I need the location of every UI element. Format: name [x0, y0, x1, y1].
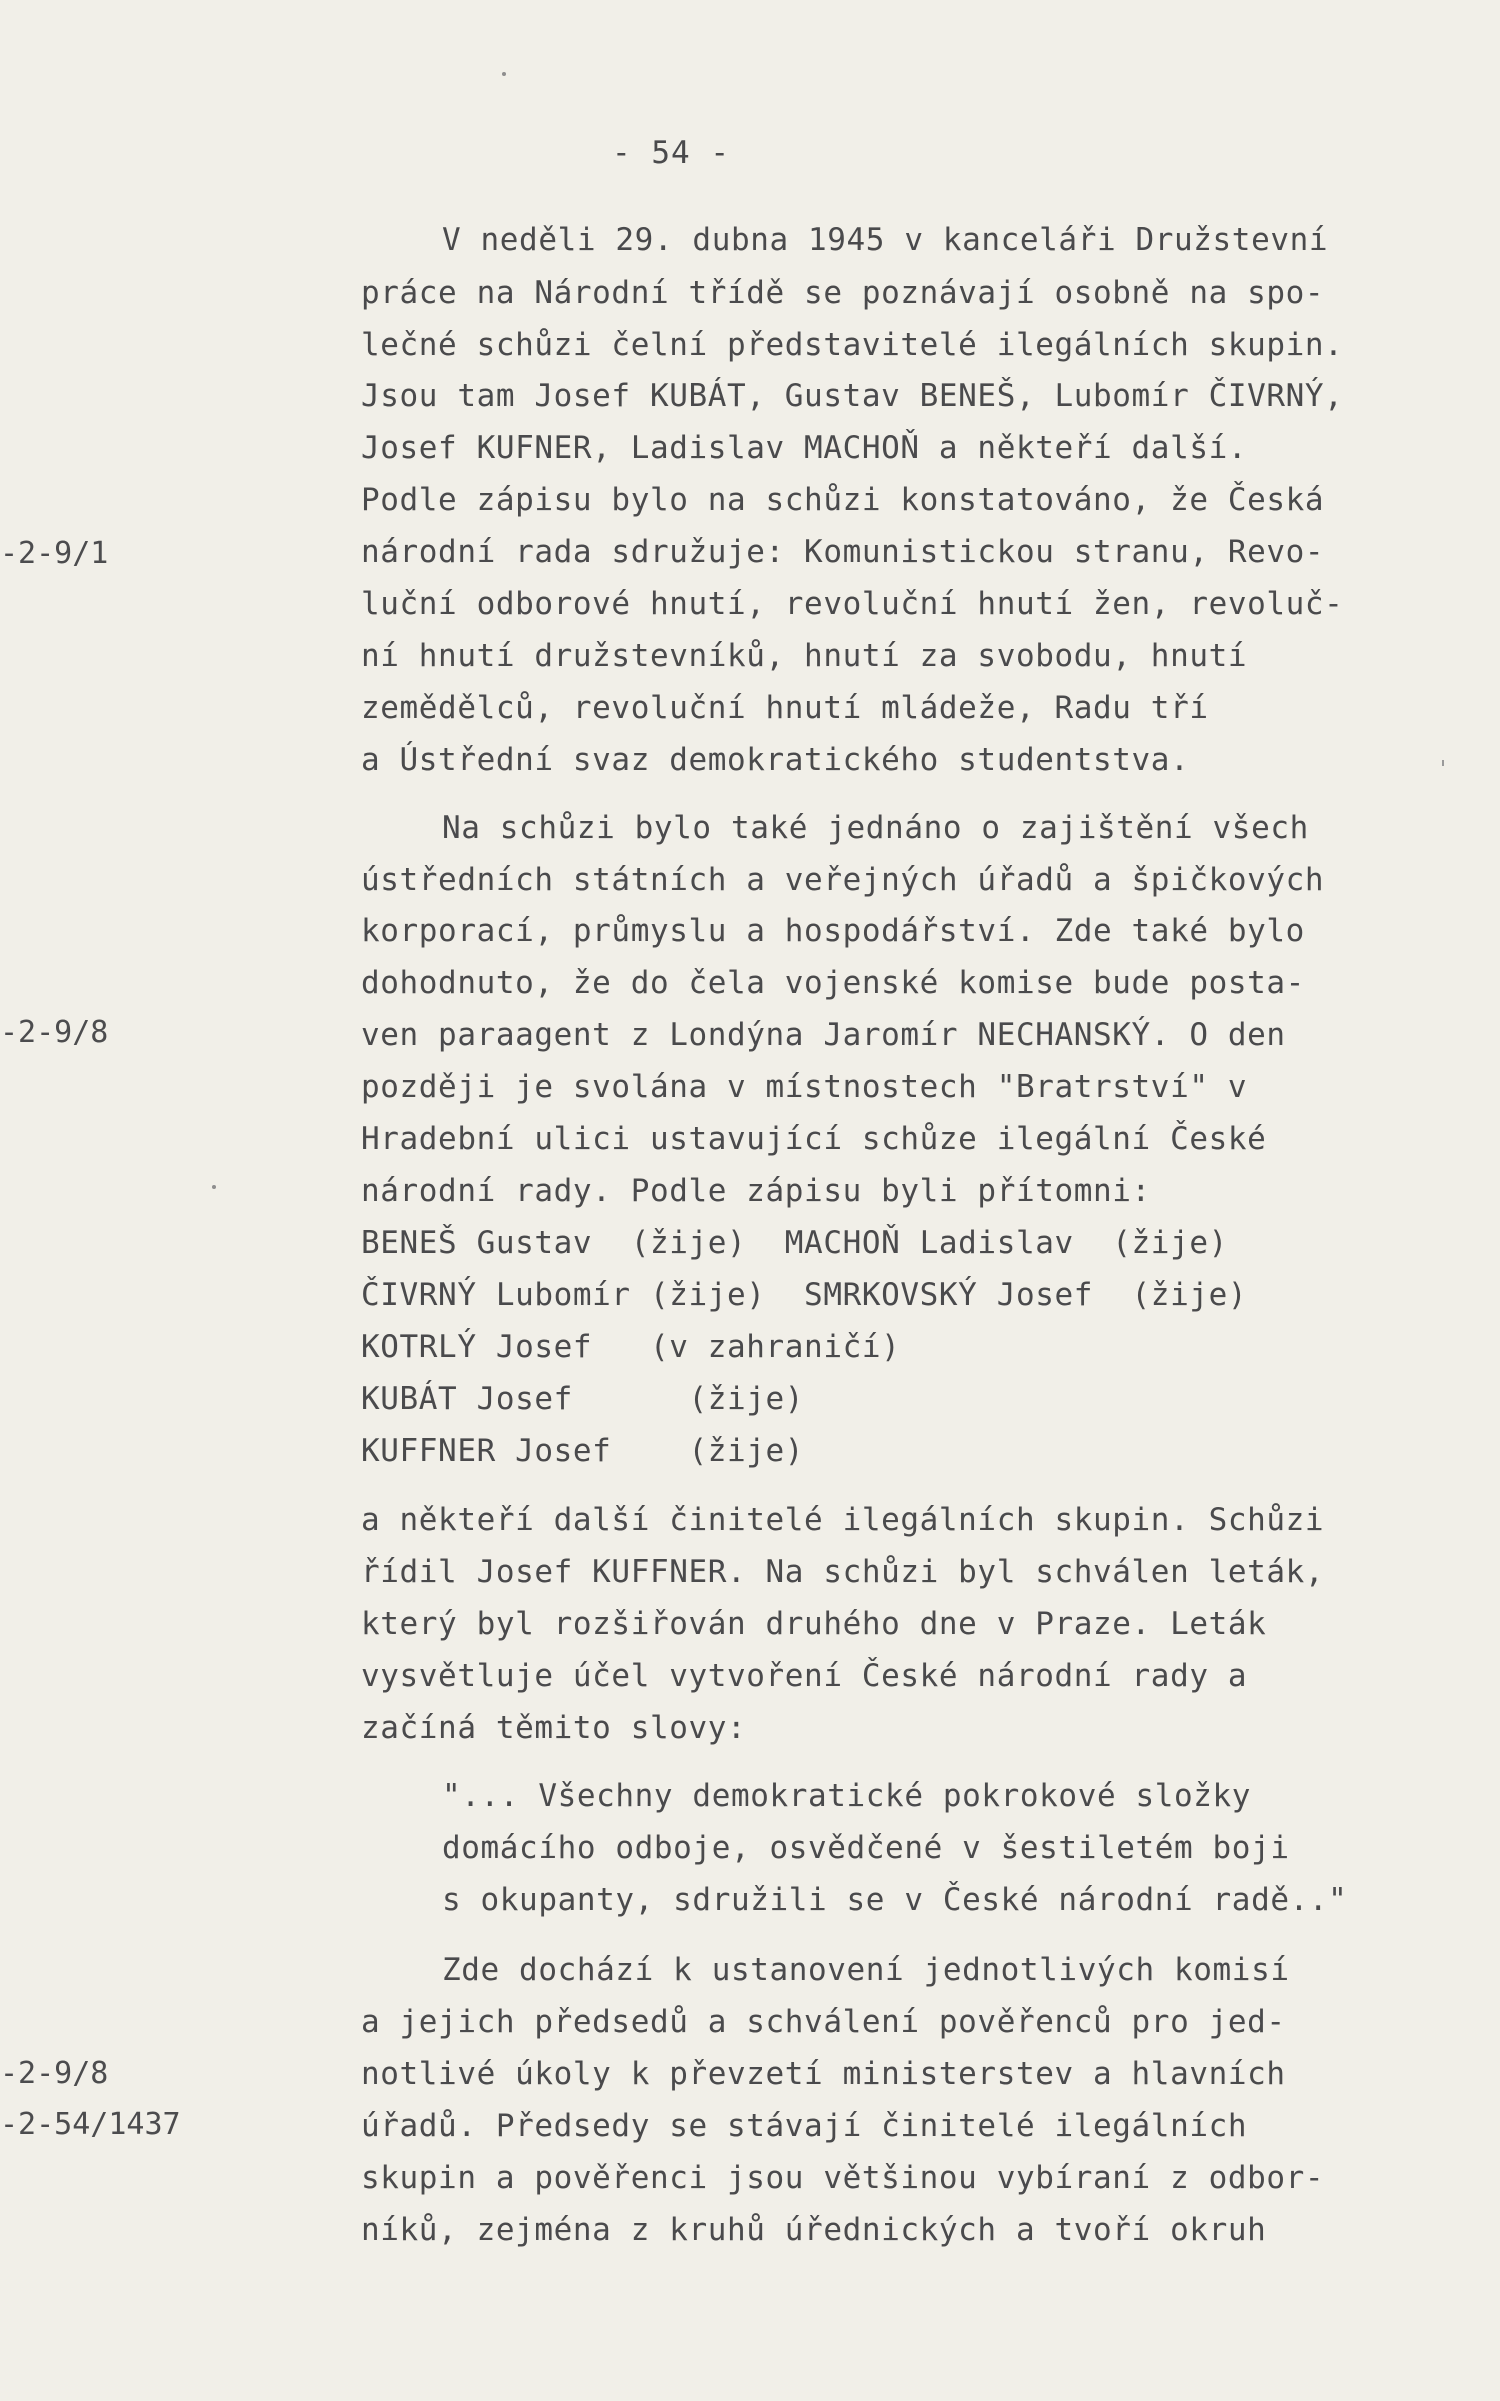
attendee-line: KUBÁT Josef (žije): [361, 1381, 805, 1417]
attendee-line: KUFFNER Josef (žije): [361, 1433, 805, 1469]
quote-line: "... Všechny demokratické pokrokové složky: [442, 1778, 1252, 1814]
text-line: níků, zejména z kruhů úřednických a tvoří okruh: [361, 2212, 1267, 2248]
paper-speck: [212, 1185, 216, 1189]
text-line: V neděli 29. dubna 1945 v kanceláři Družstevní: [442, 222, 1329, 258]
text-line: řídil Josef KUFFNER. Na schůzi byl schválen leták,: [361, 1554, 1325, 1590]
text-line: později je svolána v místnostech "Bratrství" v: [361, 1069, 1248, 1105]
quote-line: s okupanty, sdružili se v České národní radě..": [442, 1882, 1348, 1918]
attendee-line: BENEŠ Gustav (žije) MACHOŇ Ladislav (žije): [361, 1225, 1228, 1261]
text-line: Hradební ulici ustavující schůze ilegální České: [361, 1121, 1267, 1157]
text-line: notlivé úkoly k převzetí ministerstev a hlavních: [361, 2056, 1286, 2092]
text-line: začíná těmito slovy:: [361, 1710, 747, 1746]
text-line: zemědělců, revoluční hnutí mládeže, Radu tří: [361, 690, 1209, 726]
text-line: a Ústřední svaz demokratického studentstva.: [361, 742, 1190, 778]
text-line: Na schůzi bylo také jednáno o zajištění všech: [442, 810, 1309, 846]
text-line: luční odborové hnutí, revoluční hnutí žen, revoluč-: [361, 586, 1344, 622]
text-line: práce na Národní třídě se poznávají osobně na spo-: [361, 275, 1325, 311]
text-line: který byl rozšiřován druhého dne v Praze. Leták: [361, 1606, 1267, 1642]
text-line: a jejich předsedů a schválení pověřenců pro jed-: [361, 2004, 1286, 2040]
text-line: dohodnuto, že do čela vojenské komise bude posta-: [361, 965, 1305, 1001]
text-line: Jsou tam Josef KUBÁT, Gustav BENEŠ, Lubomír ČIVRNÝ,: [361, 378, 1344, 414]
text-line: ní hnutí družstevníků, hnutí za svobodu, hnutí: [361, 638, 1248, 674]
margin-reference: -2-9/8: [0, 1015, 109, 1050]
margin-reference: -2-54/1437: [0, 2107, 181, 2142]
paper-mark: [1442, 760, 1444, 766]
text-line: národní rady. Podle zápisu byli přítomni:: [361, 1173, 1151, 1209]
paper-speck: [502, 72, 506, 76]
margin-reference: -2-9/8: [0, 2056, 109, 2091]
text-line: a někteří další činitelé ilegálních skupin. Schůzi: [361, 1502, 1325, 1538]
text-line: lečné schůzi čelní představitelé ilegálních skupin.: [361, 327, 1344, 363]
text-line: národní rada sdružuje: Komunistickou stranu, Revo-: [361, 534, 1325, 570]
text-line: ven paraagent z Londýna Jaromír NECHANSKÝ. O den: [361, 1017, 1286, 1053]
text-line: skupin a pověřenci jsou většinou vybíraní z odbor-: [361, 2160, 1325, 2196]
text-line: Podle zápisu bylo na schůzi konstatováno, že Česká: [361, 482, 1325, 518]
text-line: korporací, průmyslu a hospodářství. Zde také bylo: [361, 913, 1305, 949]
text-line: Josef KUFNER, Ladislav MACHOŇ a někteří další.: [361, 430, 1248, 466]
page-number: - 54 -: [612, 135, 730, 171]
attendee-line: ČIVRNÝ Lubomír (žije) SMRKOVSKÝ Josef (žije): [361, 1277, 1248, 1313]
quote-line: domácího odboje, osvědčené v šestiletém boji: [442, 1830, 1290, 1866]
text-line: vysvětluje účel vytvoření České národní rady a: [361, 1658, 1248, 1694]
text-line: ústředních státních a veřejných úřadů a špičkových: [361, 862, 1325, 898]
text-line: úřadů. Předsedy se stávají činitelé ilegálních: [361, 2108, 1248, 2144]
attendee-line: KOTRLÝ Josef (v zahraničí): [361, 1329, 901, 1365]
margin-reference: -2-9/1: [0, 536, 109, 571]
text-line: Zde dochází k ustanovení jednotlivých komisí: [442, 1952, 1290, 1988]
